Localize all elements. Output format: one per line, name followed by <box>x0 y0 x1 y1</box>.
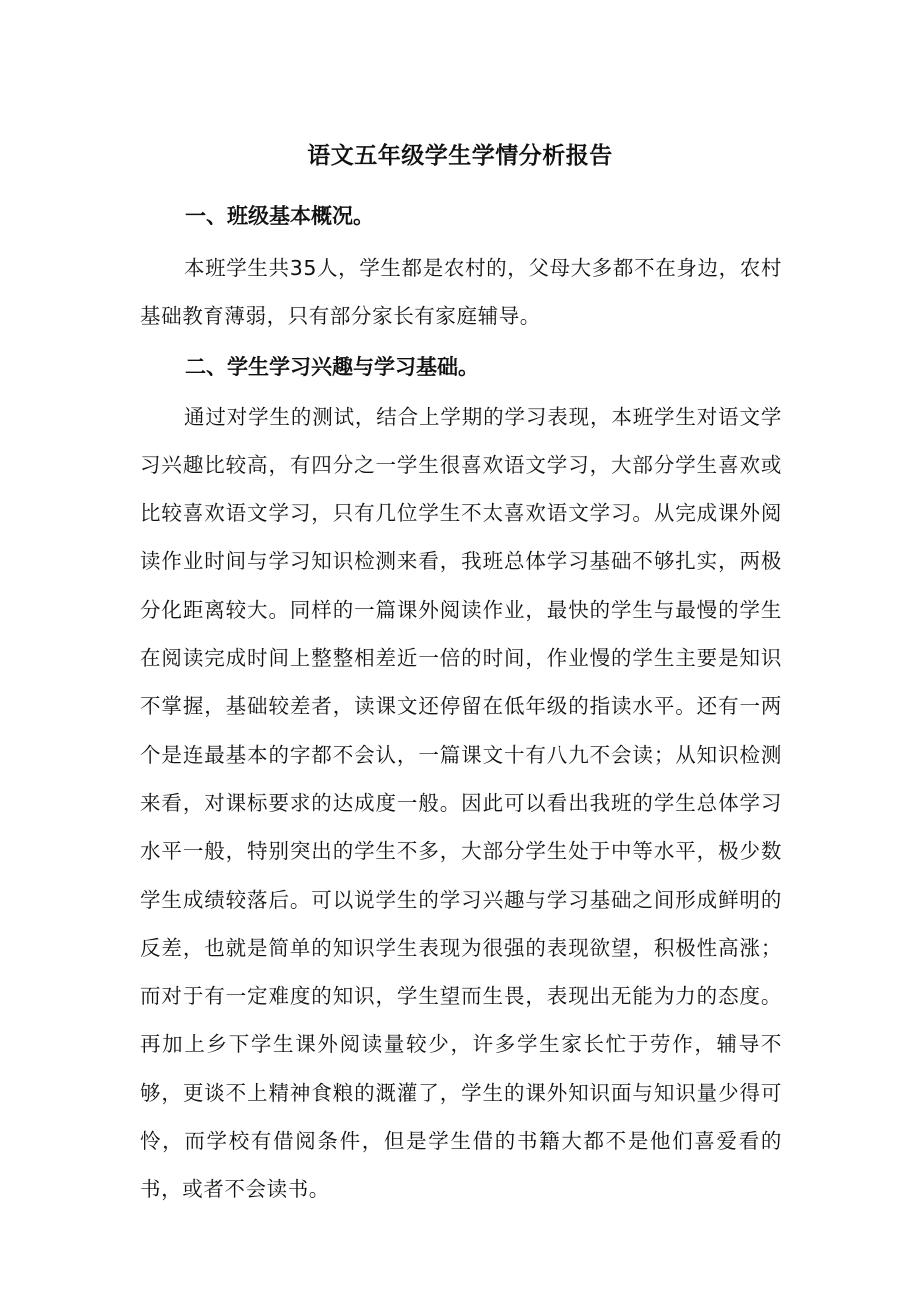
section-heading-class-overview: 一、班级基本概况。 <box>185 204 374 228</box>
section-heading-learning-interest: 二、学生学习兴趣与学习基础。 <box>185 354 479 379</box>
paragraph-class-overview: 本班学生共35人，学生都是农村的，父母大多都不在身边，农村基础教育薄弱，只有部分家长有家庭辅导。 <box>140 256 782 329</box>
document-title: 语文五年级学生学情分析报告 <box>307 143 613 169</box>
document-body <box>140 192 782 1214</box>
paragraph-learning-interest: 通过对学生的测试，结合上学期的学习表现，本班学生对语文学习兴趣比较高，有四分之一学生很喜欢语文学习，大部分学生喜欢或比较喜欢语文学习，只有几位学生不太喜欢语文学习。从完成课外阅读作业时间与学习知识检测来看，我班总体学习基础不够扎实，两极分化距离较大。同样的一篇课外阅读作业，最快的学生与最慢的学生在阅读完成时间上整整相差近一倍的时间，作业慢的学生主要是知识不掌握，基础较差者，读课文还停留在低年级的指读水平。还有一两个是连最基本的字都不会认，一篇课文十有八九不会读；从知识检测来看，对课标要求的达成度一般。因此可以看出我班的学生总体学习水平一般，特别突出的学生不多，大部分学生处于中等水平，极少数学生成绩较落后。可以说学生的学习兴趣与学习基础之间形成鲜明的反差，也就是简单的知识学生表现为很强的表现欲望，积极性高涨；而对于有一定难度的知识，学生望而生畏，表现出无能为力的态度。再加上乡下学生课外阅读量较少，许多学生家长忙于劳作，辅导不够，更谈不上精神食粮的溉灌了，学生的课外知识面与知识量少得可怜，而学校有借阅条件，但是学生借的书籍大都不是他们喜爱看的书，或者不会读书。 <box>140 404 782 1202</box>
